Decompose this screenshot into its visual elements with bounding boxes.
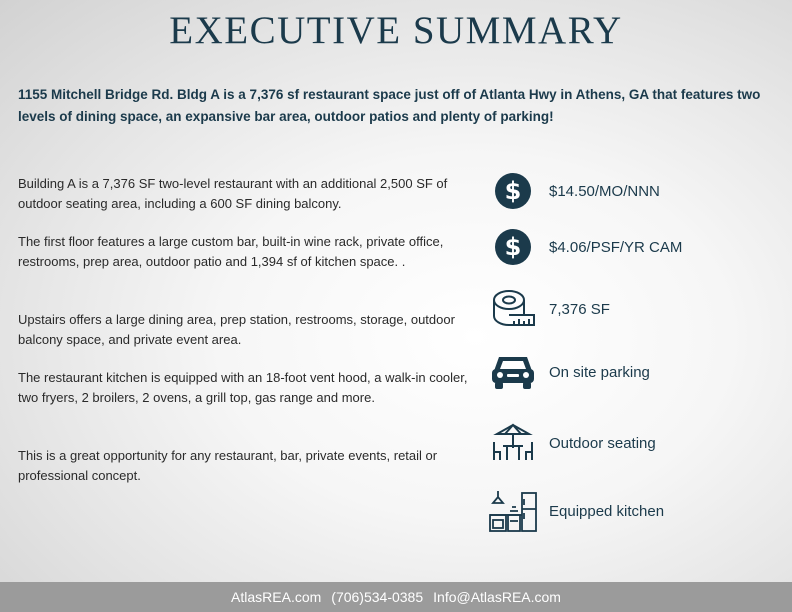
kitchen-icon [488, 486, 538, 536]
feature-rent [488, 166, 778, 216]
tape-measure-icon [488, 284, 538, 334]
email-link[interactable]: Info@AtlasREA.com [433, 589, 561, 605]
svg-text:$: $ [504, 177, 522, 205]
description-paragraph: This is a great opportunity for any restaurant, bar, private events, retail or professional concept. [18, 448, 438, 483]
feature-label: Equipped kitchen [549, 502, 665, 520]
website-link[interactable]: AtlasREA.com [231, 589, 322, 605]
page-title: EXECUTIVE SUMMARY [169, 9, 623, 52]
patio-table-icon [488, 418, 538, 468]
feature-label: $4.06/PSF/YR CAM [549, 238, 683, 256]
dollar-icon [488, 166, 538, 216]
description-paragraph: Upstairs offers a large dining area, prep station, restrooms, storage, outdoor balcony space, and private event area. [18, 312, 455, 347]
description-paragraph: The first floor features a large custom bar, built-in wine rack, private office, restrooms, prep area, outdoor patio and 1,394 sf of kitchen space. . [18, 234, 444, 269]
headline: 1155 Mitchell Bridge Rd. Bldg A is a 7,376 sf restaurant space just off of Atlanta Hwy in Athens, GA that features two levels of dining space, an expansive bar area, outdoor patios and plenty of parking! [18, 87, 761, 124]
dollar-icon [488, 222, 538, 272]
description-paragraph: The restaurant kitchen is equipped with an 18-foot vent hood, a walk-in cooler, two fryers, 2 broilers, 2 ovens, a grill top, gas range and more. [18, 370, 468, 405]
description-paragraph: Building A is a 7,376 SF two-level restaurant with an additional 2,500 SF of outdoor seating area, including a 600 SF dining balcony. [18, 176, 448, 211]
footer-contact-bar [0, 582, 792, 612]
feature-label: $14.50/MO/NNN [549, 182, 660, 200]
feature-parking [488, 347, 778, 397]
feature-label: On site parking [549, 363, 650, 381]
phone-number[interactable]: (706)534-0385 [331, 589, 424, 605]
feature-outdoor-seating [488, 418, 778, 468]
car-icon [488, 347, 538, 397]
feature-kitchen [488, 486, 778, 536]
feature-label: Outdoor seating [549, 434, 656, 452]
feature-label: 7,376 SF [549, 300, 610, 318]
feature-square-footage [488, 284, 778, 334]
svg-text:$: $ [504, 233, 522, 261]
feature-cam [488, 222, 778, 272]
